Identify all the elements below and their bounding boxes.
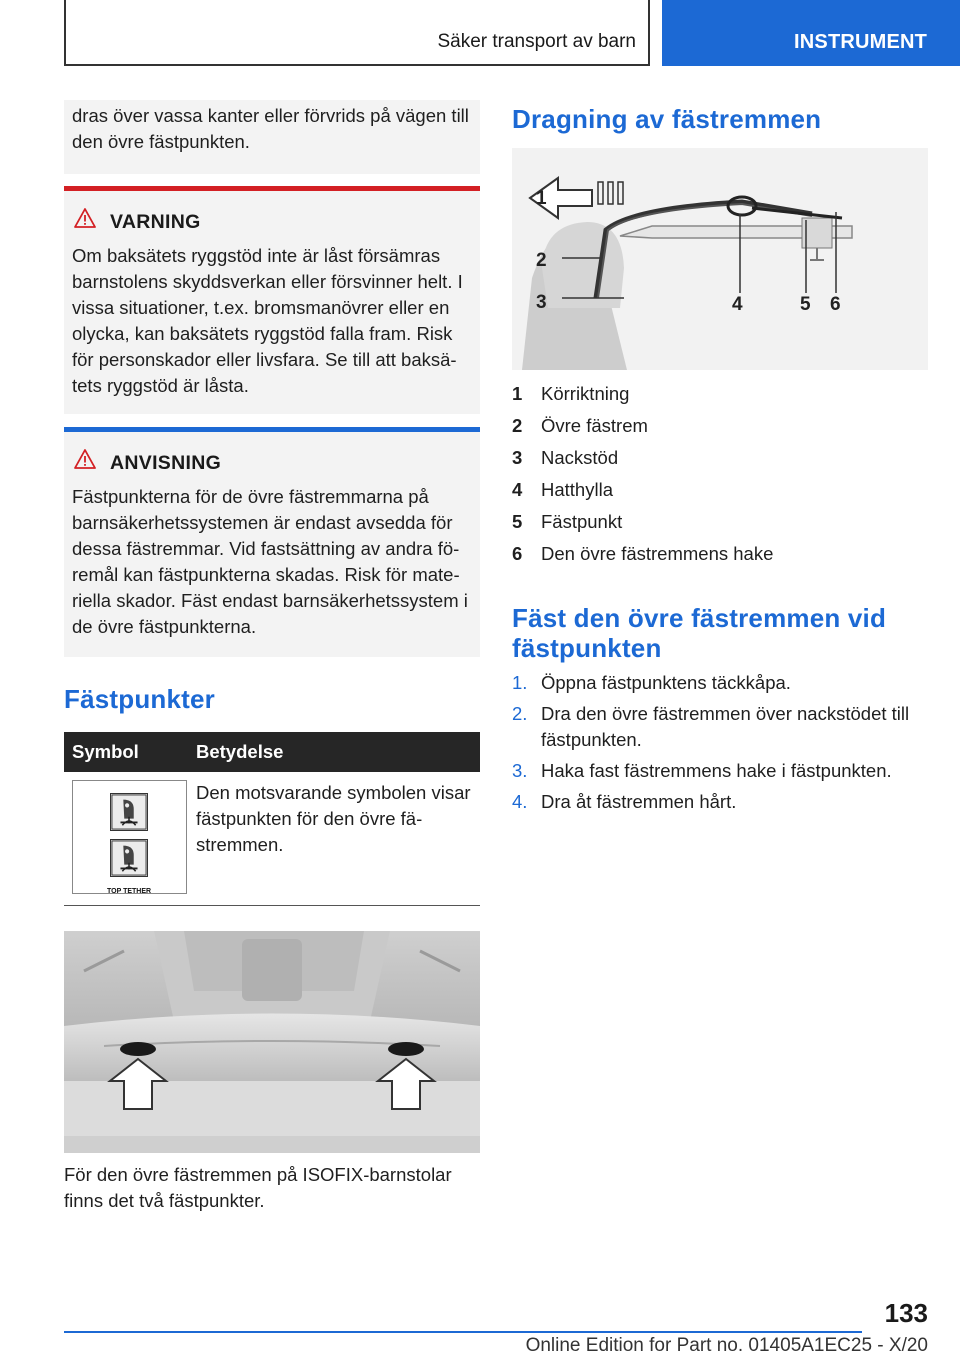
steps-list: [512, 670, 928, 820]
diagram-label-6: 6: [830, 294, 841, 315]
child-seat-anchor-icon: [110, 793, 148, 831]
table-row: [64, 772, 480, 906]
routing-heading: Dragning av fästremmen: [512, 104, 822, 134]
warning-icon: [74, 207, 96, 229]
list-item: 3 Nackstöd: [512, 447, 619, 468]
list-item: 3. Haka fast fästremmens hake i fästpunkten.: [512, 760, 892, 781]
list-item: 6 Den övre fästremmens hake: [512, 543, 774, 564]
chapter-tab[interactable]: INSTRUMENT: [662, 0, 960, 66]
col-symbol: Symbol: [72, 741, 139, 762]
diagram-label-5: 5: [800, 294, 811, 315]
rear-shelf-photo: [64, 931, 480, 1153]
tether-routing-diagram: [512, 148, 928, 370]
top-tether-caption: TOP TETHER: [107, 888, 152, 895]
attach-heading: Fäst den övre fästremmen vid fästpunkten: [512, 603, 887, 663]
warning-title: VARNING: [110, 211, 201, 233]
photo-caption: För den övre fästremmen på ISOFIX-barnstolar finns det två fästpunkter.: [64, 1164, 452, 1211]
warning-box: [64, 186, 480, 414]
section-title: Säker transport av barn: [437, 31, 636, 52]
note-box: [64, 427, 480, 657]
top-tether-icon: [110, 839, 148, 877]
list-item: 1. Öppna fästpunktens täckkåpa.: [512, 672, 791, 693]
diagram-label-1: 1: [536, 188, 547, 209]
footer-divider: [64, 1331, 862, 1333]
anchor-points-heading: Fästpunkter: [64, 684, 216, 714]
list-item: 1 Körriktning: [512, 383, 630, 404]
symbol-table-header: [64, 732, 480, 772]
note-text: Fästpunkterna för de övre fästremmarna på barnsäkerhetssystemen är endast avsedda för dessa fästremmar. Vid fastsättning av andra föremål kan fästpunkterna skadas. Risk för materiella skador. Fäst endast barnsäkerhetssystem i de övre fästpunkterna.: [72, 486, 468, 637]
col-meaning: Betydelse: [196, 741, 284, 762]
list-item: 5 Fästpunkt: [512, 511, 623, 532]
continued-text-box: [64, 100, 480, 174]
diagram-label-4: 4: [732, 294, 743, 315]
notice-icon: [74, 448, 96, 470]
list-item: 2. Dra den övre fästremmen över nackstödet till fästpunkten.: [512, 703, 910, 750]
warning-text: Om baksätets ryggstöd inte är låst försämras barnstolens skyddsverkan eller försvinner helt. I vissa situationer, t.ex. bromsmanövrer eller en olycka, kan baksätets ryggstöd falla fram. Risk för personskador eller livsfara. Se till att baksätets ryggstöd är låsta.: [72, 245, 463, 396]
continued-text: dras över vassa kanter eller förvrids på vägen till den övre fästpunkten.: [72, 105, 469, 152]
list-item: 4 Hatthylla: [512, 479, 613, 500]
page-number: 133: [884, 1298, 928, 1328]
note-title: ANVISNING: [110, 452, 222, 474]
symbol-cell: [72, 780, 187, 894]
edition-link[interactable]: Online Edition for Part no. 01405A1EC25 - X/20: [525, 1335, 928, 1356]
diagram-legend: [512, 380, 928, 572]
diagram-label-3: 3: [536, 292, 547, 313]
symbol-meaning: Den motsvarande symbolen visar fästpunkten för den övre fästremmen.: [196, 782, 471, 855]
list-item: 4. Dra åt fästremmen hårt.: [512, 791, 737, 812]
diagram-label-2: 2: [536, 250, 547, 271]
list-item: 2 Övre fästrem: [512, 415, 648, 436]
